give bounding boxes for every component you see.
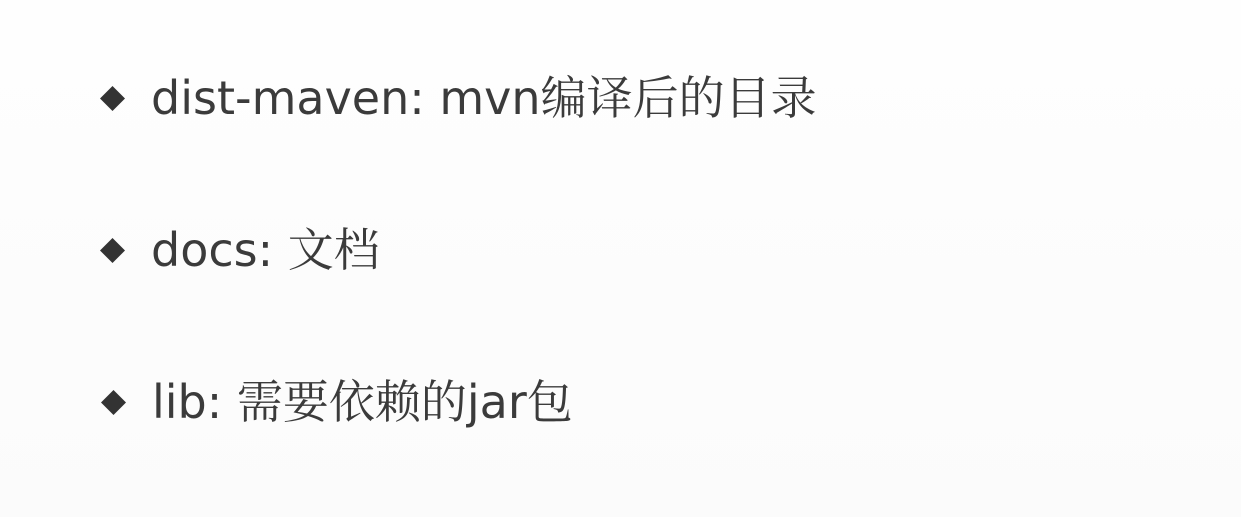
diamond-icon [100, 86, 125, 111]
list-item [92, 364, 817, 440]
bullet-list [92, 60, 817, 440]
list-item-text: dist-maven: mvn编译后的目录 [151, 71, 817, 125]
diamond-icon [101, 390, 126, 415]
list-item [92, 212, 817, 288]
list-item [92, 60, 817, 136]
list-item-text: lib: 需要依赖的jar包 [152, 375, 573, 429]
list-item-text: docs: 文档 [151, 223, 380, 277]
diamond-icon [100, 238, 125, 263]
